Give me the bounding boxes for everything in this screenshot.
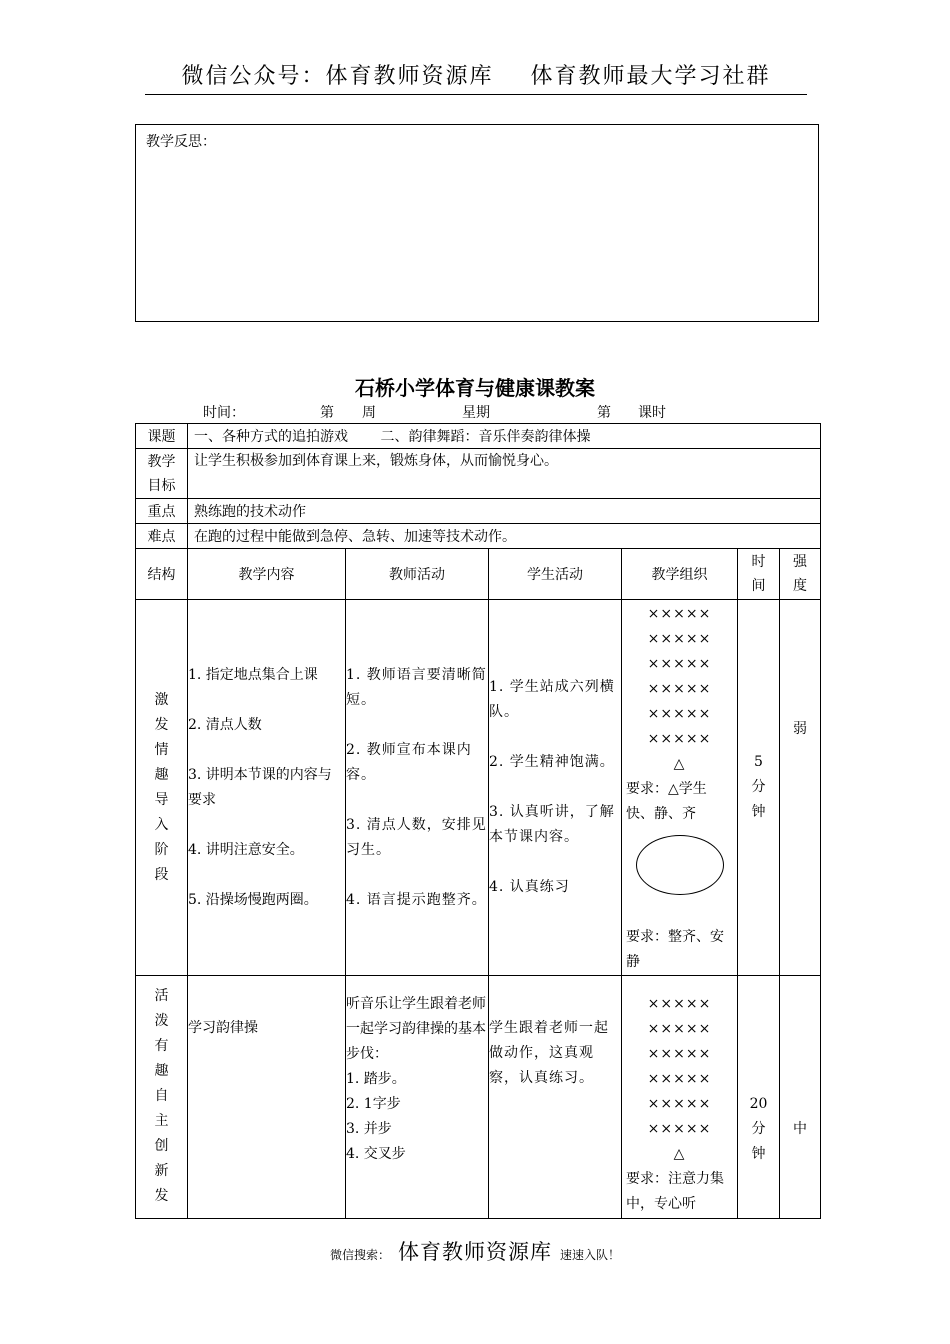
requirement-text: 要求：整齐、安静 [626,929,724,970]
info-row-difficulty [136,524,821,549]
list-item: 学习韵律操 [188,1020,258,1036]
stage-student [489,976,622,1219]
page-footer [0,1236,950,1266]
stage-structure: 活 泼 有 趣 自 主 创 新 发 [136,976,188,1219]
list-item: 1. 教师语言要清晰简短。 [346,666,487,708]
stage-time: 5 分 钟 [738,600,780,976]
lesson-plan-table [135,423,821,1219]
list-item: 3. 讲明本节课的内容与要求 [188,766,332,808]
list-item: 4. 语言提示跑整齐。 [346,891,487,908]
stage-intensity: 中 [780,976,821,1219]
stage-teacher [346,600,489,976]
col-header: 学生活动 [489,549,622,600]
info-label: 难点 [136,524,188,549]
info-label: 课题 [136,424,188,449]
requirement-text: 要求：△学生快、静、齐 [626,781,707,822]
list-item: 1. 指定地点集合上课 [188,666,318,683]
stage-structure: 激 发 情 趣 导 入 阶 段 [136,600,188,976]
page-header [145,62,807,95]
info-value: 熟练跑的技术动作 [188,499,821,524]
time-label: 时间： [203,405,245,421]
col-header: 教学内容 [188,549,346,600]
week-prefix: 第 [320,405,334,421]
list-item: 4. 认真练习 [489,879,570,895]
stage-content [188,600,346,976]
list-item: 3. 认真听讲，了解本节课内容。 [489,804,615,845]
col-header: 教师活动 [346,549,489,600]
list-item: 2. 1字步 [346,1096,401,1112]
info-value: 一、各种方式的追拍游戏 二、韵律舞蹈：音乐伴奏韵律体操 [188,424,821,449]
col-header: 教学组织 [622,549,738,600]
teacher-marker: △ [673,756,686,772]
teacher-marker: △ [673,1146,686,1162]
info-row-goal [136,449,821,499]
list-item: 3. 清点人数，安排见习生。 [346,816,487,858]
weekday-label: 星期 [462,405,490,421]
info-row-key [136,499,821,524]
list-item: 1. 踏步。 [346,1071,406,1087]
info-row-topic [136,424,821,449]
stage-intensity: 弱 [780,600,821,976]
list-item: 3. 并步 [346,1121,392,1137]
stage-row [136,976,821,1219]
stage-organization [622,976,738,1219]
column-header-row [136,549,821,600]
stage-student [489,600,622,976]
stage-time: 20 分 钟 [738,976,780,1219]
info-label: 教学 目标 [136,449,188,499]
stage-row [136,600,821,976]
reflection-label: 教学反思： [146,134,216,150]
lesson-label: 课时 [638,405,666,421]
list-item: 2. 清点人数 [188,716,262,733]
footer-main: 体育教师资源库 [398,1240,552,1264]
track-oval [636,835,724,895]
list-item: 4. 交叉步 [346,1146,406,1162]
footer-prefix: 微信搜索： [329,1248,390,1262]
list-item: 5. 沿操场慢跑两圈。 [188,891,318,908]
col-header: 结构 [136,549,188,600]
header-right: 体育教师最大学习社群 [530,64,771,89]
list-item: 学生跟着老师一起做动作，这真观察，认真练习。 [489,1020,609,1086]
reflection-box [135,124,819,322]
requirement-text: 要求：注意力集中，专心听 [626,1171,724,1212]
formation: ××××× ××××× ××××× ××××× ××××× ××××× △ [622,992,737,1167]
lesson-prefix: 第 [597,405,611,421]
stage-teacher [346,976,489,1219]
col-header: 强 度 [780,549,821,600]
footer-suffix: 速速入队！ [560,1248,621,1262]
col-header: 时 间 [738,549,780,600]
stage-organization [622,600,738,976]
info-label: 重点 [136,499,188,524]
page-title: 石桥小学体育与健康课教案 [355,376,595,400]
list-item: 2. 教师宣布本课内容。 [346,741,472,783]
info-value: 让学生积极参加到体育课上来，锻炼身体，从而愉悦身心。 [188,449,821,499]
week-label: 周 [362,405,376,421]
header-left: 微信公众号：体育教师资源库 [181,64,494,89]
list-item: 1. 学生站成六列横队。 [489,679,615,720]
list-item: 2. 学生精神饱满。 [489,754,615,770]
stage-content [188,976,346,1219]
info-value: 在跑的过程中能做到急停、急转、加速等技术动作。 [188,524,821,549]
list-item: 4. 讲明注意安全。 [188,841,304,858]
formation: ××××× ××××× ××××× ××××× ××××× ××××× △ [622,602,737,777]
list-item: 听音乐让学生跟着老师一起学习韵律操的基本步伐： [346,996,486,1062]
